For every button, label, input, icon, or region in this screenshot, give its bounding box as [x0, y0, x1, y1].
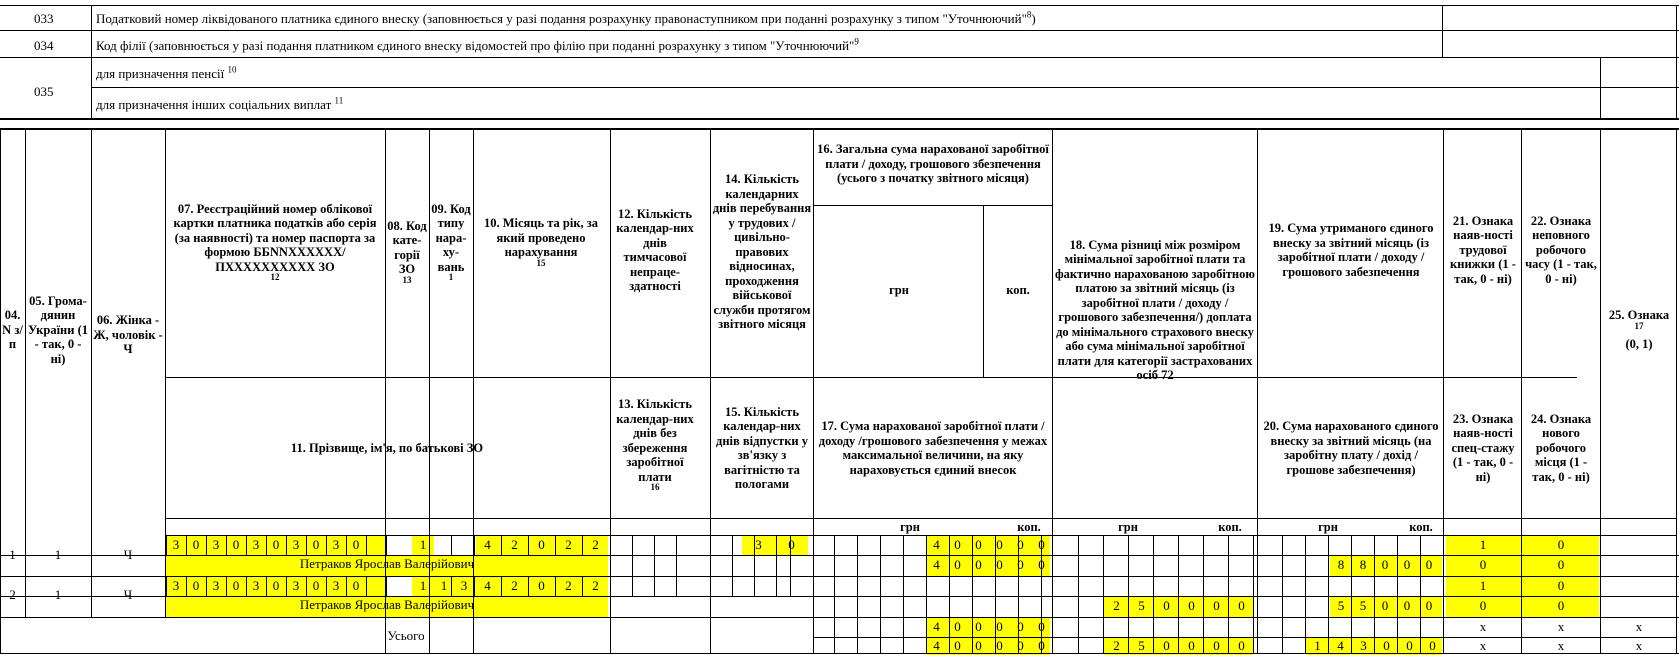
row2-sum18-digit: 0 — [1213, 598, 1220, 613]
row2-sum20-digit: 0 — [1381, 598, 1389, 613]
grid-line — [386, 576, 387, 596]
total-sum18-digit: 2 — [1113, 638, 1120, 653]
grid-line — [451, 535, 452, 555]
sub-19-kop — [1400, 519, 1442, 535]
header-09-text: 09. Код типу нара-ху-вань — [431, 201, 471, 274]
header-13 — [612, 378, 698, 518]
header-15 — [712, 378, 812, 518]
row2-type-digit: 3 — [460, 578, 468, 593]
total-sum16-digit: 0 — [975, 619, 982, 634]
row-033-code: 033 — [34, 11, 54, 26]
header-14-text: 14. Кількість календарних днів перебування у трудових / цивільно-правових відносинах, проходження військової служби протягом звітного місяця — [712, 172, 812, 332]
header-23-text: 23. Ознака наяв-ності спец-стажу (1 - так, 0 - ні) — [1451, 411, 1515, 484]
row1-sum16-digit: 0 — [975, 537, 982, 552]
header-18 — [1055, 160, 1255, 460]
total-sum17-digit: 0 — [1017, 638, 1024, 653]
row2-month-digit: 2 — [511, 578, 518, 593]
row1-sum20-digit: 0 — [1425, 557, 1433, 572]
header-07 — [166, 150, 384, 340]
grid-line — [386, 535, 387, 555]
grid-line — [880, 535, 881, 654]
row-033-tail: ) — [1031, 11, 1036, 26]
header-19-text: 19. Сума утриманого єдиного внеску за звітний місяць (із заробітної плати / доходу / грошового забезпечення — [1268, 221, 1434, 279]
row2-sex: Ч — [123, 587, 133, 602]
row1-sum16-digit: 0 — [954, 537, 961, 552]
grid-line — [676, 535, 677, 596]
row1-month-digit: 2 — [592, 537, 599, 552]
row2-flag22: 0 — [1557, 578, 1565, 593]
grid-line — [654, 535, 655, 596]
row2-name: Петраков Ярослав Валерійович — [299, 597, 475, 612]
row2-sum20-digit: 0 — [1403, 598, 1411, 613]
header-05 — [26, 275, 90, 385]
row2-sum18-digit: 2 — [1113, 598, 1120, 613]
grid-line — [632, 535, 633, 596]
sub-18-kop — [1205, 519, 1255, 535]
row1-id-digit: 0 — [312, 537, 320, 552]
row1-citizen: 1 — [54, 547, 62, 562]
row1-sum16-digit: 0 — [1017, 537, 1024, 552]
row1-sum17-digit: 0 — [975, 557, 982, 572]
row2-sum18-digit: 5 — [1138, 598, 1145, 613]
total-sum17-digit: 4 — [933, 638, 940, 653]
header-08 — [386, 200, 428, 310]
header-10-footnote: 15 — [536, 257, 546, 268]
row1-d14-digit: 3 — [755, 537, 762, 552]
row1-id-digit: 3 — [172, 537, 180, 552]
total-sum20-digit: 0 — [1383, 638, 1390, 653]
row1-sum17-digit: 0 — [1017, 557, 1024, 572]
row-033-text — [96, 11, 1036, 26]
header-25-footnote: 17 — [1634, 320, 1644, 331]
grid-line — [732, 535, 733, 596]
sub-16-grn — [815, 519, 1005, 535]
header-25 — [1602, 300, 1676, 360]
row1-number: 1 — [9, 547, 16, 562]
header-06 — [92, 295, 164, 375]
grid-line — [834, 535, 835, 654]
sub-16-kop — [1007, 519, 1051, 535]
total-x21-bottom: x — [1479, 638, 1487, 653]
row2-flag23: 0 — [1479, 598, 1487, 613]
grid-line — [0, 617, 1679, 618]
total-label: Усього — [387, 628, 425, 643]
row2-id-digit: 0 — [192, 578, 200, 593]
row2-id-digit: 3 — [292, 578, 300, 593]
grid-line — [857, 535, 858, 654]
header-23 — [1446, 378, 1520, 518]
row1-sum20-digit: 8 — [1337, 557, 1345, 572]
header-25-tail: (0, 1) — [1625, 337, 1653, 352]
grid-line — [366, 576, 367, 596]
row1-flag22: 0 — [1557, 537, 1565, 552]
header-20 — [1260, 378, 1442, 518]
row1-id-digit: 0 — [232, 537, 240, 552]
total-sum16-digit: 0 — [996, 619, 1003, 634]
row2-id-digit: 3 — [332, 578, 340, 593]
grid-line — [1282, 535, 1283, 654]
row-034-label: Код філії (заповнюється у разі подання платником єдиного внеску відомостей про філію при поданні розрахунку з типом "Уточнюючий" — [96, 38, 855, 53]
row2-id-digit: 0 — [232, 578, 240, 593]
header-16-kop-text: коп. — [1006, 282, 1030, 297]
total-sum18-digit: 0 — [1163, 638, 1170, 653]
sub-18-kop-text: коп. — [1218, 519, 1242, 534]
grid-line — [1676, 617, 1677, 654]
row2-id-digit: 0 — [312, 578, 320, 593]
header-17-text: 17. Сума нарахованої заробітної плати / доходу /грошового забезпечення у межах максимальної величини, на яку нараховується єдиний внесок — [818, 419, 1048, 477]
row1-sum17-digit: 0 — [954, 557, 961, 572]
row-035-pension-footnote: 10 — [227, 64, 237, 75]
sub-16-kop-text: коп. — [1017, 519, 1041, 534]
row1-sex: Ч — [123, 547, 133, 562]
row2-id-digit: 0 — [272, 578, 280, 593]
row2-sum18-digit: 0 — [1163, 598, 1170, 613]
header-13-footnote: 16 — [650, 482, 660, 493]
total-sum20-digit: 0 — [1406, 638, 1413, 653]
row2-month-digit: 0 — [538, 578, 545, 593]
total-sum18-digit: 0 — [1213, 638, 1220, 653]
row-033-footnote: 8 — [1026, 9, 1032, 20]
row2-type-digit: 1 — [440, 578, 448, 593]
header-22-text: 22. Ознака неповного робочого часу (1 - так, 0 - ні) — [1525, 213, 1597, 286]
header-22 — [1523, 130, 1599, 370]
row1-flag21: 1 — [1479, 537, 1487, 552]
row2-month-digit: 2 — [565, 578, 572, 593]
header-17 — [815, 378, 1051, 518]
header-09 — [430, 180, 472, 310]
header-25-text: 25. Ознака — [1608, 308, 1670, 323]
row1-flag24: 0 — [1557, 557, 1565, 572]
sub-18-grn-text: грн — [1118, 519, 1138, 534]
grid-line — [1078, 535, 1079, 654]
header-21 — [1446, 130, 1520, 370]
row1-id-digit: 3 — [332, 537, 340, 552]
header-04-text: 04. N з/п — [2, 308, 23, 352]
total-sum16-digit: 0 — [954, 619, 961, 634]
row2-flag24: 0 — [1557, 598, 1565, 613]
total-sum20-digit: 4 — [1337, 638, 1344, 653]
grid-line — [983, 205, 984, 377]
header-20-text: 20. Сума нарахованого єдиного внеску за звітний місяць (на заробітну плату / дохід / грошове забезпечення) — [1263, 419, 1439, 477]
total-x22-bottom: x — [1557, 638, 1565, 653]
grid-line — [0, 128, 1, 617]
row2-sum20-digit: 5 — [1359, 598, 1367, 613]
sub-19-grn — [1258, 519, 1398, 535]
header-10 — [474, 200, 608, 290]
row1-sum16-digit: 0 — [1038, 537, 1045, 552]
row1-sum20-digit: 0 — [1403, 557, 1411, 572]
total-sum18-digit: 0 — [1188, 638, 1195, 653]
row-035-pension — [96, 66, 236, 81]
header-08-text: 08. Код кате-горії ЗО — [387, 218, 427, 277]
total-sum18-digit: 5 — [1138, 638, 1145, 653]
header-08-footnote: 13 — [402, 274, 412, 285]
row-035-pension-label: для призначення пенсії — [96, 66, 225, 81]
row1-month-digit: 0 — [538, 537, 545, 552]
header-07-text: 07. Реєстраційний номер облікової картки платника податків або серія (за наявності) та номер паспорта за формою ББNNXXXXXX/ПXXXXXXXXXX ЗО — [173, 201, 377, 274]
row1-flag23: 0 — [1479, 557, 1487, 572]
total-x22-top: x — [1557, 619, 1565, 634]
header-19 — [1260, 130, 1442, 370]
total-sum17-digit: 0 — [975, 638, 982, 653]
header-16-text: 16. Загальна сума нарахованої заробітної плати / доходу, грошового збезпечення (усього з початку звітного місяця) — [817, 142, 1049, 186]
header-24-text: 24. Ознака нового робочого місця (1 - так, 0 - ні) — [1530, 411, 1592, 484]
sub-18-grn — [1053, 519, 1203, 535]
header-11 — [166, 378, 608, 518]
total-sum20-digit: 1 — [1314, 638, 1321, 653]
row2-sum18-digit: 0 — [1238, 598, 1245, 613]
header-21-text: 21. Ознака наяв-ності трудової книжки (1 - так, 0 - ні) — [1450, 213, 1516, 286]
header-12 — [612, 130, 698, 370]
row1-month-digit: 2 — [565, 537, 572, 552]
grid-line — [366, 535, 367, 555]
header-16-grn-text: грн — [889, 282, 909, 297]
header-13-text: 13. Кількість календар-них днів без збереження заробітної плати — [616, 397, 694, 484]
header-16 — [815, 122, 1051, 206]
row1-id-digit: 3 — [252, 537, 260, 552]
row2-id-digit: 3 — [172, 578, 180, 593]
sub-16-grn-text: грн — [900, 519, 920, 534]
row2-month-digit: 4 — [484, 578, 491, 593]
row2-id-digit: 3 — [252, 578, 260, 593]
row2-citizen: 1 — [54, 587, 62, 602]
row-034-code: 034 — [34, 38, 54, 53]
row-033-label: Податковий номер ліквідованого платника єдиного внеску (заповнюється у разі подання розрахунку правонаступником при поданні розрахунку з типом "Уточнюючий" — [96, 11, 1027, 26]
total-sum16-digit: 0 — [1038, 619, 1045, 634]
row1-month-digit: 4 — [484, 537, 491, 552]
total-sum17-digit: 0 — [996, 638, 1003, 653]
row2-category: 1 — [419, 578, 427, 593]
row2-flag21: 1 — [1479, 578, 1487, 593]
row1-sum20-digit: 8 — [1359, 557, 1367, 572]
total-sum20-digit: 3 — [1360, 638, 1367, 653]
total-sum17-digit: 0 — [1038, 638, 1045, 653]
grid-line — [903, 535, 904, 654]
row2-sum20-digit: 0 — [1425, 598, 1433, 613]
header-24 — [1523, 378, 1599, 518]
row1-category: 1 — [419, 537, 427, 552]
total-x25-bottom: x — [1635, 638, 1643, 653]
total-sum17-digit: 0 — [954, 638, 961, 653]
row1-id-digit: 3 — [212, 537, 220, 552]
row2-sum20-digit: 5 — [1337, 598, 1345, 613]
row1-d14-digit: 0 — [788, 537, 795, 552]
row-034-footnote: 9 — [854, 36, 859, 47]
row1-sum17-digit: 4 — [933, 557, 940, 572]
header-18-text: 18. Сума різниці між розміром мінімальної заробітної плати та фактично нарахованою заробітною платою за звітний місяць (із заробітної плати / доходу / грошового забезпечення/) доплата до мінімального страхового внеску або сума мінімальної заробітної плати для категорії застрахованих осіб 72 — [1055, 237, 1255, 382]
row1-sum16-digit: 0 — [996, 537, 1003, 552]
header-07-footnote: 12 — [270, 271, 280, 282]
row1-sum16-digit: 4 — [933, 537, 940, 552]
row1-id-digit: 3 — [292, 537, 300, 552]
header-14 — [712, 128, 812, 376]
row2-id-digit: 3 — [212, 578, 220, 593]
header-04 — [0, 300, 25, 360]
row1-sum20-digit: 0 — [1381, 557, 1389, 572]
header-16-grn — [815, 280, 983, 300]
row1-id-digit: 0 — [192, 537, 200, 552]
row2-month-digit: 2 — [592, 578, 599, 593]
row-035-social-footnote: 11 — [334, 95, 344, 106]
total-sum18-digit: 0 — [1238, 638, 1245, 653]
row2-number: 2 — [9, 587, 16, 602]
row1-sum17-digit: 0 — [996, 557, 1003, 572]
header-06-text: 06. Жінка - Ж, чоловік - Ч — [93, 313, 163, 357]
sub-19-kop-text: коп. — [1409, 519, 1433, 534]
row1-sum17-digit: 0 — [1038, 557, 1045, 572]
total-sum20-digit: 0 — [1429, 638, 1436, 653]
row-035-social — [96, 97, 343, 112]
row2-sum18-digit: 0 — [1188, 598, 1195, 613]
header-12-text: 12. Кількість календар-них днів тимчасової непраце-здатності — [616, 206, 694, 293]
total-sum16-digit: 0 — [1017, 619, 1024, 634]
header-11-text: 11. Прізвище, ім'я, по батькові ЗО — [290, 440, 484, 455]
row1-month-digit: 2 — [511, 537, 518, 552]
header-09-footnote: 1 — [448, 271, 454, 282]
row-035-social-label: для призначення інших соціальних виплат — [96, 97, 332, 112]
sub-19-grn-text: грн — [1318, 519, 1338, 534]
total-sum16-digit: 4 — [933, 619, 940, 634]
header-16-kop — [985, 280, 1051, 300]
total-x21-top: x — [1479, 619, 1487, 634]
row-034-text — [96, 38, 859, 53]
header-05-text: 05. Грома-дянин України (1 - так, 0 - ні) — [28, 293, 88, 366]
row1-id-digit: 0 — [272, 537, 280, 552]
total-x25-top: x — [1635, 619, 1643, 634]
row1-name: Петраков Ярослав Валерійович — [299, 556, 475, 571]
row-035-code: 035 — [34, 84, 54, 99]
row1-id-digit: 0 — [352, 537, 360, 552]
header-10-text: 10. Місяць та рік, за який проведено нарахування — [483, 216, 599, 259]
row2-id-digit: 0 — [352, 578, 360, 593]
header-15-text: 15. Кількість календар-них днів відпустки у зв'язку з вагітністю та пологами — [716, 404, 808, 491]
grid-line — [1676, 128, 1677, 617]
